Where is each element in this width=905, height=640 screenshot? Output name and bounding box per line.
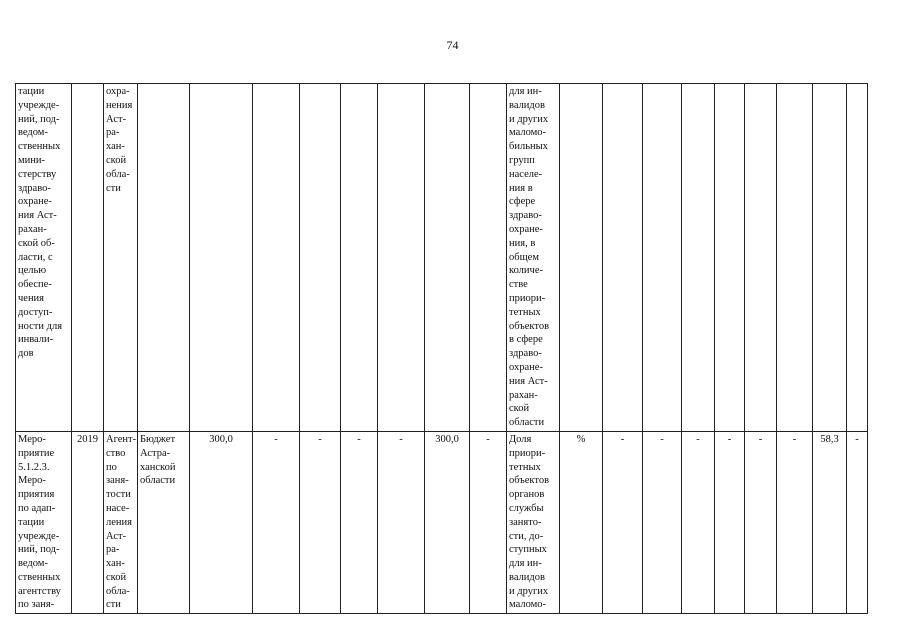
indicator-value-cell: - — [682, 431, 715, 613]
value-cell: - — [470, 431, 507, 613]
value-cell — [253, 84, 300, 432]
total-cell — [190, 84, 253, 432]
value-cell: 300,0 — [425, 431, 470, 613]
indicator-value-cell — [777, 84, 813, 432]
value-cell — [425, 84, 470, 432]
table-row — [16, 431, 868, 613]
executor-cell: охра- нения Аст- ра- хан- ской обла- сти — [104, 84, 138, 432]
funding-source-cell: Бюджет Астра- ханской области — [138, 431, 190, 613]
activity-name-cell: Меро- приятие 5.1.2.3. Меро- приятия по адап- тации учрежде- ний, под- ведом- ственных агентству по заня- — [16, 431, 72, 613]
value-cell — [470, 84, 507, 432]
indicator-value-cell: - — [643, 431, 682, 613]
page-number: 74 — [446, 38, 459, 52]
indicator-value-cell — [715, 84, 745, 432]
indicator-value-cell — [813, 84, 847, 432]
value-cell — [341, 84, 378, 432]
funding-source-cell — [138, 84, 190, 432]
indicator-value-cell — [682, 84, 715, 432]
indicator-value-cell — [643, 84, 682, 432]
unit-cell: % — [560, 431, 603, 613]
indicator-value-cell: - — [745, 431, 777, 613]
executor-cell: Агент- ство по заня- тости насе- ления Аст- ра- хан- ской обла- сти — [104, 431, 138, 613]
value-cell: - — [378, 431, 425, 613]
indicator-value-cell: - — [603, 431, 643, 613]
value-cell — [378, 84, 425, 432]
indicator-value-cell — [847, 84, 868, 432]
program-activities-table — [15, 83, 868, 614]
value-cell: - — [341, 431, 378, 613]
indicator-cell: Доля приори- тетных объектов органов службы занято- сти, до- ступных для ин- валидов и других маломо- — [507, 431, 560, 613]
indicator-value-cell — [745, 84, 777, 432]
indicator-value-cell — [603, 84, 643, 432]
value-cell — [300, 84, 341, 432]
table-row — [16, 84, 868, 432]
indicator-value-cell: - — [847, 431, 868, 613]
year-cell — [72, 84, 104, 432]
total-cell: 300,0 — [190, 431, 253, 613]
value-cell: - — [300, 431, 341, 613]
indicator-value-cell: - — [715, 431, 745, 613]
unit-cell — [560, 84, 603, 432]
value-cell: - — [253, 431, 300, 613]
activity-name-cell: тации учрежде- ний, под- ведом- ственных мини- стерству здраво- охране- ния Аст- рахан- ской об- ласти, с целью обеспе- чения доступ- ности для инвали- дов — [16, 84, 72, 432]
indicator-cell: для ин- валидов и других маломо- бильных групп населе- ния в сфере здраво- охране- ния, в общем количе- стве приори- тетных объектов в сфере здраво- охране- ния Аст- рахан- ской области — [507, 84, 560, 432]
year-cell: 2019 — [72, 431, 104, 613]
indicator-value-cell: 58,3 — [813, 431, 847, 613]
indicator-value-cell: - — [777, 431, 813, 613]
